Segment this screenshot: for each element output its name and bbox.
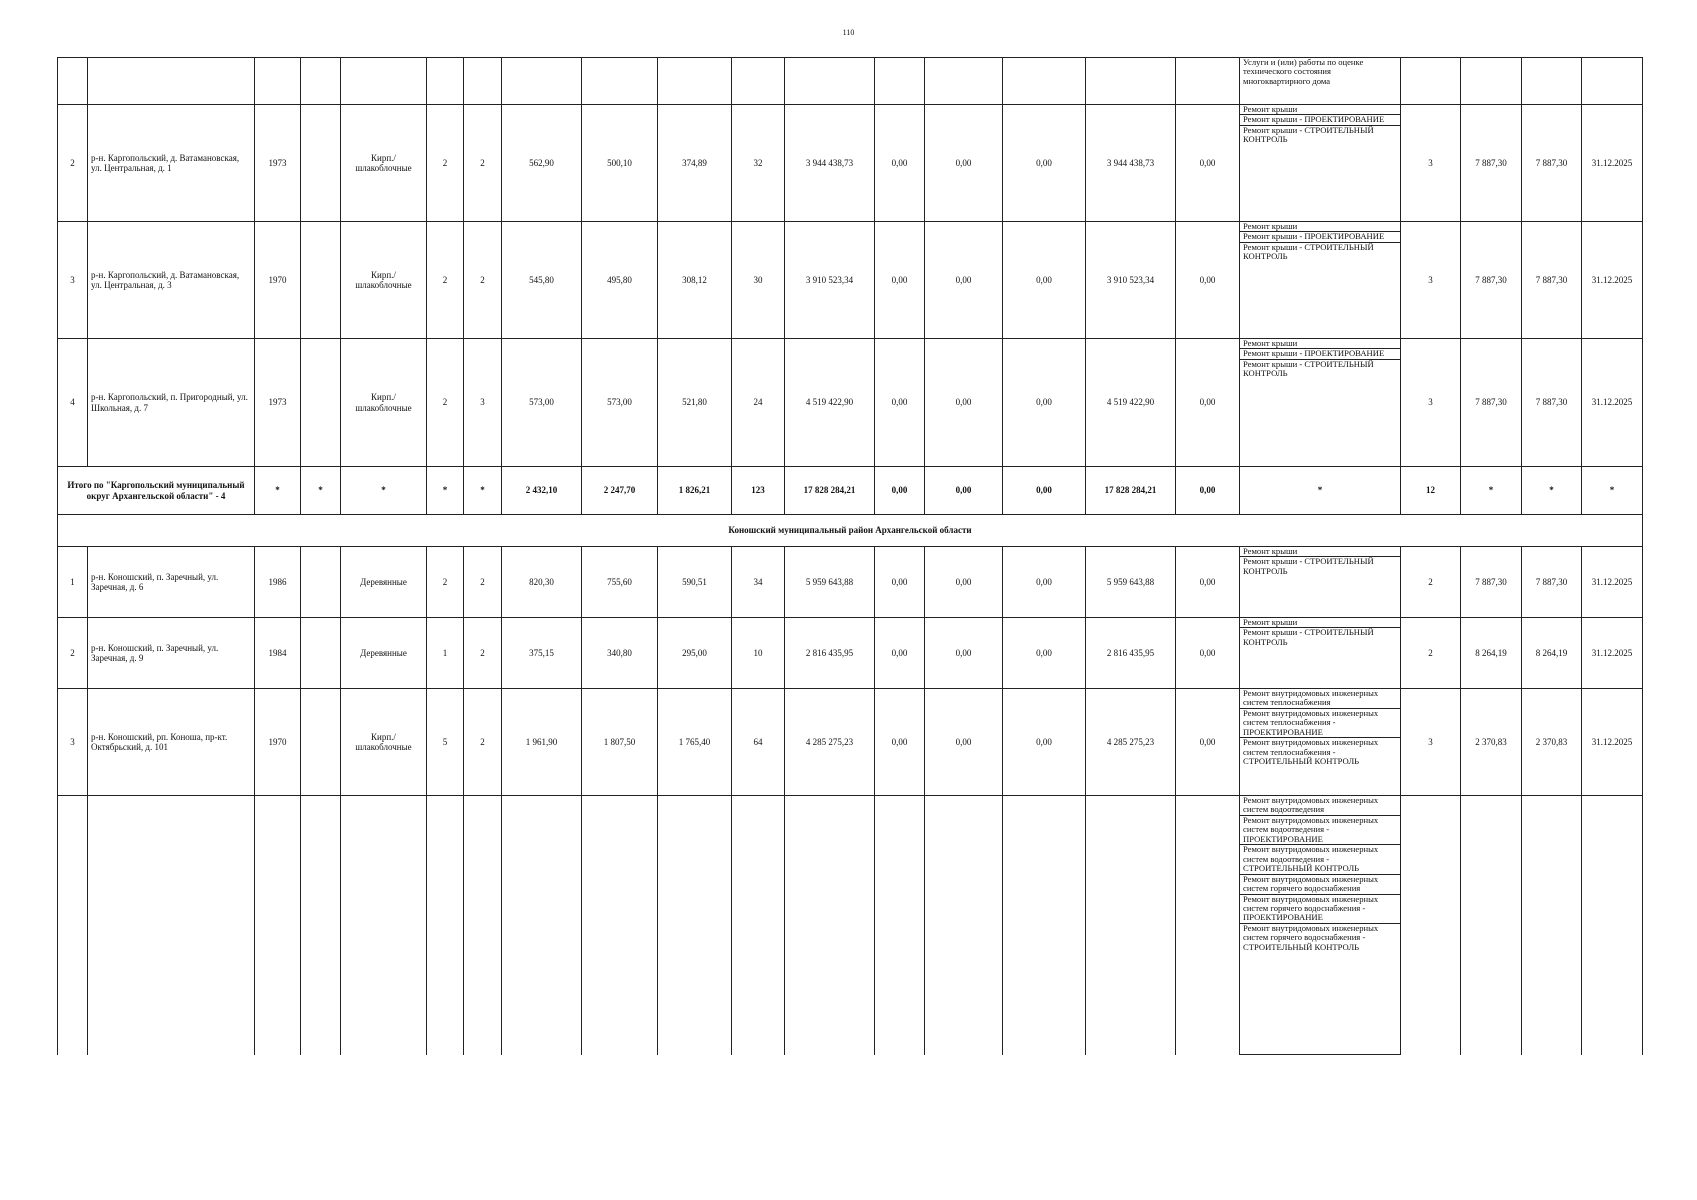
works-count-cell: 2 xyxy=(1401,618,1461,689)
cost-other-cell: 0,00 xyxy=(1176,547,1240,618)
work-item: Ремонт внутридомовых инженерных систем теплоснабжения - СТРОИТЕЛЬНЫЙ КОНТРОЛЬ xyxy=(1243,737,1379,767)
empty-cell xyxy=(1086,58,1176,105)
residents-cell: 34 xyxy=(732,547,785,618)
empty-cell xyxy=(658,796,732,1055)
material-cell: Деревянные xyxy=(341,547,427,618)
cost-total-cell: 5 959 643,88 xyxy=(785,547,875,618)
empty-cell xyxy=(88,58,255,105)
star-cell: * xyxy=(1461,467,1522,515)
empty-cell xyxy=(301,796,341,1055)
empty-cell xyxy=(255,796,301,1055)
capital-repair-table xyxy=(57,57,1643,1055)
cost-fund-cell: 0,00 xyxy=(875,105,925,222)
deadline-cell: 31.12.2025 xyxy=(1582,689,1643,796)
entrances-cell: 3 xyxy=(464,339,502,467)
total-cost-fund: 0,00 xyxy=(875,467,925,515)
cost-owners-cell: 2 816 435,95 xyxy=(1086,618,1176,689)
works-cell xyxy=(1240,105,1401,222)
total-area-total: 2 432,10 xyxy=(502,467,582,515)
total-cost-local: 0,00 xyxy=(1003,467,1086,515)
max-cost-cell: 7 887,30 xyxy=(1522,222,1582,339)
works-count-cell: 3 xyxy=(1401,339,1461,467)
works-cell xyxy=(1240,547,1401,618)
empty-cell xyxy=(582,796,658,1055)
material-cell: Кирп./ шлакоблочные xyxy=(341,222,427,339)
area-living-cell: 500,10 xyxy=(582,105,658,222)
area-residents-cell: 521,80 xyxy=(658,339,732,467)
year2-cell xyxy=(301,547,341,618)
unit-cost-cell: 8 264,19 xyxy=(1461,618,1522,689)
empty-cell xyxy=(658,58,732,105)
cost-local-cell: 0,00 xyxy=(1003,689,1086,796)
works-list xyxy=(1240,618,1400,647)
star-cell: * xyxy=(427,467,464,515)
work-item: Ремонт внутридомовых инженерных систем горячего водоснабжения xyxy=(1240,875,1400,895)
empty-cell xyxy=(502,796,582,1055)
cost-region-cell: 0,00 xyxy=(925,618,1003,689)
floors-cell: 2 xyxy=(427,222,464,339)
empty-cell xyxy=(785,58,875,105)
total-cost-region: 0,00 xyxy=(925,467,1003,515)
empty-cell xyxy=(875,58,925,105)
work-item: Ремонт крыши - СТРОИТЕЛЬНЫЙ КОНТРОЛЬ xyxy=(1243,627,1374,647)
works-cell xyxy=(1240,222,1401,339)
table-row xyxy=(58,58,1643,105)
table-row xyxy=(58,689,1643,796)
works-cell xyxy=(1240,339,1401,467)
total-residents: 123 xyxy=(732,467,785,515)
works-count-cell: 3 xyxy=(1401,105,1461,222)
empty-cell xyxy=(58,796,88,1055)
star-cell: * xyxy=(1522,467,1582,515)
cost-total-cell: 4 519 422,90 xyxy=(785,339,875,467)
empty-cell xyxy=(925,58,1003,105)
year-cell: 1970 xyxy=(255,689,301,796)
material-cell: Деревянные xyxy=(341,618,427,689)
max-cost-cell: 2 370,83 xyxy=(1522,689,1582,796)
unit-cost-cell: 7 887,30 xyxy=(1461,222,1522,339)
year-cell: 1986 xyxy=(255,547,301,618)
work-item: Ремонт крыши - СТРОИТЕЛЬНЫЙ КОНТРОЛЬ xyxy=(1243,358,1374,379)
works-list xyxy=(1240,222,1400,262)
year2-cell xyxy=(301,222,341,339)
empty-cell xyxy=(1176,796,1240,1055)
total-cost-other: 0,00 xyxy=(1176,467,1240,515)
cost-local-cell: 0,00 xyxy=(1003,105,1086,222)
area-living-cell: 1 807,50 xyxy=(582,689,658,796)
empty-cell xyxy=(1003,58,1086,105)
empty-cell xyxy=(301,58,341,105)
residents-cell: 24 xyxy=(732,339,785,467)
cost-owners-cell: 3 910 523,34 xyxy=(1086,222,1176,339)
cost-owners-cell: 5 959 643,88 xyxy=(1086,547,1176,618)
unit-cost-cell: 2 370,83 xyxy=(1461,689,1522,796)
residents-cell: 32 xyxy=(732,105,785,222)
region-header-row xyxy=(58,515,1643,547)
area-total-cell: 1 961,90 xyxy=(502,689,582,796)
empty-cell xyxy=(341,58,427,105)
works-cell xyxy=(1240,689,1401,796)
table-row xyxy=(58,105,1643,222)
work-item: Ремонт крыши xyxy=(1240,105,1400,115)
work-item: Ремонт крыши - СТРОИТЕЛЬНЫЙ КОНТРОЛЬ xyxy=(1243,124,1374,145)
deadline-cell: 31.12.2025 xyxy=(1582,222,1643,339)
empty-cell xyxy=(427,796,464,1055)
max-cost-cell: 7 887,30 xyxy=(1522,339,1582,467)
table-row xyxy=(58,222,1643,339)
row-number: 3 xyxy=(58,689,88,796)
area-living-cell: 340,80 xyxy=(582,618,658,689)
row-number: 2 xyxy=(58,618,88,689)
entrances-cell: 2 xyxy=(464,689,502,796)
cost-region-cell: 0,00 xyxy=(925,105,1003,222)
empty-cell xyxy=(464,796,502,1055)
cost-other-cell: 0,00 xyxy=(1176,105,1240,222)
work-item: Ремонт внутридомовых инженерных систем водоотведения - ПРОЕКТИРОВАНИЕ xyxy=(1240,816,1400,845)
work-item: Ремонт крыши - ПРОЕКТИРОВАНИЕ xyxy=(1240,232,1400,242)
works-list xyxy=(1240,689,1400,767)
cost-local-cell: 0,00 xyxy=(1003,339,1086,467)
floors-cell: 2 xyxy=(427,547,464,618)
star-cell: * xyxy=(301,467,341,515)
cost-owners-cell: 3 944 438,73 xyxy=(1086,105,1176,222)
entrances-cell: 2 xyxy=(464,547,502,618)
empty-cell xyxy=(1176,58,1240,105)
cost-fund-cell: 0,00 xyxy=(875,689,925,796)
area-residents-cell: 374,89 xyxy=(658,105,732,222)
year2-cell xyxy=(301,618,341,689)
empty-cell xyxy=(1401,796,1461,1055)
works-cell xyxy=(1240,618,1401,689)
year-cell: 1973 xyxy=(255,105,301,222)
residents-cell: 64 xyxy=(732,689,785,796)
entrances-cell: 2 xyxy=(464,618,502,689)
entrances-cell: 2 xyxy=(464,105,502,222)
work-item: Ремонт внутридомовых инженерных систем теплоснабжения xyxy=(1240,689,1400,709)
star-cell: * xyxy=(341,467,427,515)
area-total-cell: 820,30 xyxy=(502,547,582,618)
unit-cost-cell: 7 887,30 xyxy=(1461,547,1522,618)
star-cell: * xyxy=(1240,467,1401,515)
star-cell: * xyxy=(1582,467,1643,515)
works-list xyxy=(1240,339,1400,379)
works-list xyxy=(1240,105,1400,145)
row-number: 2 xyxy=(58,105,88,222)
address-cell: р-н. Коношский, рп. Коноша, пр-кт. Октябрьский, д. 101 xyxy=(88,689,255,796)
empty-cell xyxy=(1582,796,1643,1055)
cost-other-cell: 0,00 xyxy=(1176,618,1240,689)
empty-cell xyxy=(785,796,875,1055)
total-row xyxy=(58,467,1643,515)
cost-fund-cell: 0,00 xyxy=(875,547,925,618)
empty-cell xyxy=(925,796,1003,1055)
empty-cell xyxy=(1461,58,1522,105)
works-cell xyxy=(1240,796,1401,1055)
works-count-cell: 3 xyxy=(1401,222,1461,339)
area-total-cell: 375,15 xyxy=(502,618,582,689)
year2-cell xyxy=(301,689,341,796)
works-list xyxy=(1240,796,1400,952)
works-count-cell: 3 xyxy=(1401,689,1461,796)
year2-cell xyxy=(301,105,341,222)
empty-cell xyxy=(58,58,88,105)
year-cell: 1984 xyxy=(255,618,301,689)
works-cell xyxy=(1240,58,1401,105)
residents-cell: 10 xyxy=(732,618,785,689)
cost-region-cell: 0,00 xyxy=(925,547,1003,618)
work-item: Услуги и (или) работы по оценке технического состояния многоквартирного дома xyxy=(1243,57,1364,86)
empty-cell xyxy=(255,58,301,105)
empty-cell xyxy=(1522,58,1582,105)
deadline-cell: 31.12.2025 xyxy=(1582,339,1643,467)
work-item: Ремонт крыши xyxy=(1240,339,1400,349)
empty-cell xyxy=(1003,796,1086,1055)
works-count-cell: 2 xyxy=(1401,547,1461,618)
material-cell: Кирп./ шлакоблочные xyxy=(341,339,427,467)
address-cell: р-н. Каргопольский, д. Ватамановская, ул. Центральная, д. 1 xyxy=(88,105,255,222)
table-row xyxy=(58,547,1643,618)
work-item: Ремонт внутридомовых инженерных систем горячего водоснабжения - ПРОЕКТИРОВАНИЕ xyxy=(1240,895,1400,924)
cost-total-cell: 3 910 523,34 xyxy=(785,222,875,339)
star-cell: * xyxy=(255,467,301,515)
empty-cell xyxy=(1401,58,1461,105)
work-item: Ремонт внутридомовых инженерных систем водоотведения xyxy=(1240,796,1400,816)
works-list xyxy=(1240,547,1400,576)
work-item: Ремонт крыши xyxy=(1240,222,1400,232)
row-number: 1 xyxy=(58,547,88,618)
material-cell: Кирп./ шлакоблочные xyxy=(341,105,427,222)
area-residents-cell: 1 765,40 xyxy=(658,689,732,796)
cost-region-cell: 0,00 xyxy=(925,222,1003,339)
empty-cell xyxy=(1582,58,1643,105)
cost-other-cell: 0,00 xyxy=(1176,689,1240,796)
cost-fund-cell: 0,00 xyxy=(875,222,925,339)
total-cost-owners: 17 828 284,21 xyxy=(1086,467,1176,515)
total-label: Итого по "Каргопольский муниципальный округ Архангельской области" - 4 xyxy=(58,467,255,515)
area-living-cell: 495,80 xyxy=(582,222,658,339)
table-body xyxy=(58,58,1643,1055)
area-residents-cell: 590,51 xyxy=(658,547,732,618)
row-number: 3 xyxy=(58,222,88,339)
cost-local-cell: 0,00 xyxy=(1003,547,1086,618)
cost-local-cell: 0,00 xyxy=(1003,618,1086,689)
max-cost-cell: 7 887,30 xyxy=(1522,547,1582,618)
unit-cost-cell: 7 887,30 xyxy=(1461,105,1522,222)
cost-local-cell: 0,00 xyxy=(1003,222,1086,339)
empty-cell xyxy=(1086,796,1176,1055)
cost-total-cell: 3 944 438,73 xyxy=(785,105,875,222)
star-cell: * xyxy=(464,467,502,515)
empty-cell xyxy=(1522,796,1582,1055)
address-cell: р-н. Каргопольский, п. Пригородный, ул. Школьная, д. 7 xyxy=(88,339,255,467)
table-row xyxy=(58,796,1643,1055)
area-residents-cell: 295,00 xyxy=(658,618,732,689)
cost-total-cell: 2 816 435,95 xyxy=(785,618,875,689)
cost-total-cell: 4 285 275,23 xyxy=(785,689,875,796)
empty-cell xyxy=(502,58,582,105)
floors-cell: 2 xyxy=(427,339,464,467)
table-row xyxy=(58,339,1643,467)
deadline-cell: 31.12.2025 xyxy=(1582,105,1643,222)
year2-cell xyxy=(301,339,341,467)
work-item: Ремонт внутридомовых инженерных систем горячего водоснабжения - СТРОИТЕЛЬНЫЙ КОНТРОЛЬ xyxy=(1243,922,1379,952)
year-cell: 1970 xyxy=(255,222,301,339)
max-cost-cell: 7 887,30 xyxy=(1522,105,1582,222)
empty-cell xyxy=(464,58,502,105)
floors-cell: 5 xyxy=(427,689,464,796)
address-cell: р-н. Каргопольский, д. Ватамановская, ул. Центральная, д. 3 xyxy=(88,222,255,339)
empty-cell xyxy=(875,796,925,1055)
area-living-cell: 573,00 xyxy=(582,339,658,467)
total-area-living: 2 247,70 xyxy=(582,467,658,515)
max-cost-cell: 8 264,19 xyxy=(1522,618,1582,689)
cost-owners-cell: 4 285 275,23 xyxy=(1086,689,1176,796)
unit-cost-cell: 7 887,30 xyxy=(1461,339,1522,467)
area-residents-cell: 308,12 xyxy=(658,222,732,339)
floors-cell: 2 xyxy=(427,105,464,222)
cost-other-cell: 0,00 xyxy=(1176,222,1240,339)
works-list xyxy=(1240,58,1400,86)
total-area-residents: 1 826,21 xyxy=(658,467,732,515)
work-item: Ремонт крыши - ПРОЕКТИРОВАНИЕ xyxy=(1240,349,1400,359)
work-item: Ремонт крыши - СТРОИТЕЛЬНЫЙ КОНТРОЛЬ xyxy=(1243,556,1374,576)
deadline-cell: 31.12.2025 xyxy=(1582,618,1643,689)
work-item: Ремонт внутридомовых инженерных систем теплоснабжения - ПРОЕКТИРОВАНИЕ xyxy=(1240,709,1400,738)
empty-cell xyxy=(88,796,255,1055)
work-item: Ремонт крыши - СТРОИТЕЛЬНЫЙ КОНТРОЛЬ xyxy=(1243,241,1374,262)
residents-cell: 30 xyxy=(732,222,785,339)
address-cell: р-н. Коношский, п. Заречный, ул. Заречная, д. 6 xyxy=(88,547,255,618)
area-total-cell: 562,90 xyxy=(502,105,582,222)
empty-cell xyxy=(732,58,785,105)
area-total-cell: 545,80 xyxy=(502,222,582,339)
area-living-cell: 755,60 xyxy=(582,547,658,618)
region-title: Коношский муниципальный район Архангельской области xyxy=(58,515,1643,547)
work-item: Ремонт крыши xyxy=(1240,547,1400,557)
cost-owners-cell: 4 519 422,90 xyxy=(1086,339,1176,467)
cost-other-cell: 0,00 xyxy=(1176,339,1240,467)
address-cell: р-н. Коношский, п. Заречный, ул. Заречная, д. 9 xyxy=(88,618,255,689)
work-item: Ремонт внутридомовых инженерных систем водоотведения - СТРОИТЕЛЬНЫЙ КОНТРОЛЬ xyxy=(1240,845,1400,874)
total-works-count: 12 xyxy=(1401,467,1461,515)
cost-fund-cell: 0,00 xyxy=(875,618,925,689)
cost-region-cell: 0,00 xyxy=(925,339,1003,467)
material-cell: Кирп./ шлакоблочные xyxy=(341,689,427,796)
empty-cell xyxy=(341,796,427,1055)
empty-cell xyxy=(732,796,785,1055)
work-item: Ремонт крыши xyxy=(1240,618,1400,628)
floors-cell: 1 xyxy=(427,618,464,689)
cost-region-cell: 0,00 xyxy=(925,689,1003,796)
year-cell: 1973 xyxy=(255,339,301,467)
area-total-cell: 573,00 xyxy=(502,339,582,467)
page-number: 110 xyxy=(842,28,855,37)
work-item: Ремонт крыши - ПРОЕКТИРОВАНИЕ xyxy=(1240,115,1400,125)
row-number: 4 xyxy=(58,339,88,467)
deadline-cell: 31.12.2025 xyxy=(1582,547,1643,618)
empty-cell xyxy=(427,58,464,105)
cost-fund-cell: 0,00 xyxy=(875,339,925,467)
empty-cell xyxy=(1461,796,1522,1055)
total-cost-total: 17 828 284,21 xyxy=(785,467,875,515)
empty-cell xyxy=(582,58,658,105)
entrances-cell: 2 xyxy=(464,222,502,339)
table-row xyxy=(58,618,1643,689)
